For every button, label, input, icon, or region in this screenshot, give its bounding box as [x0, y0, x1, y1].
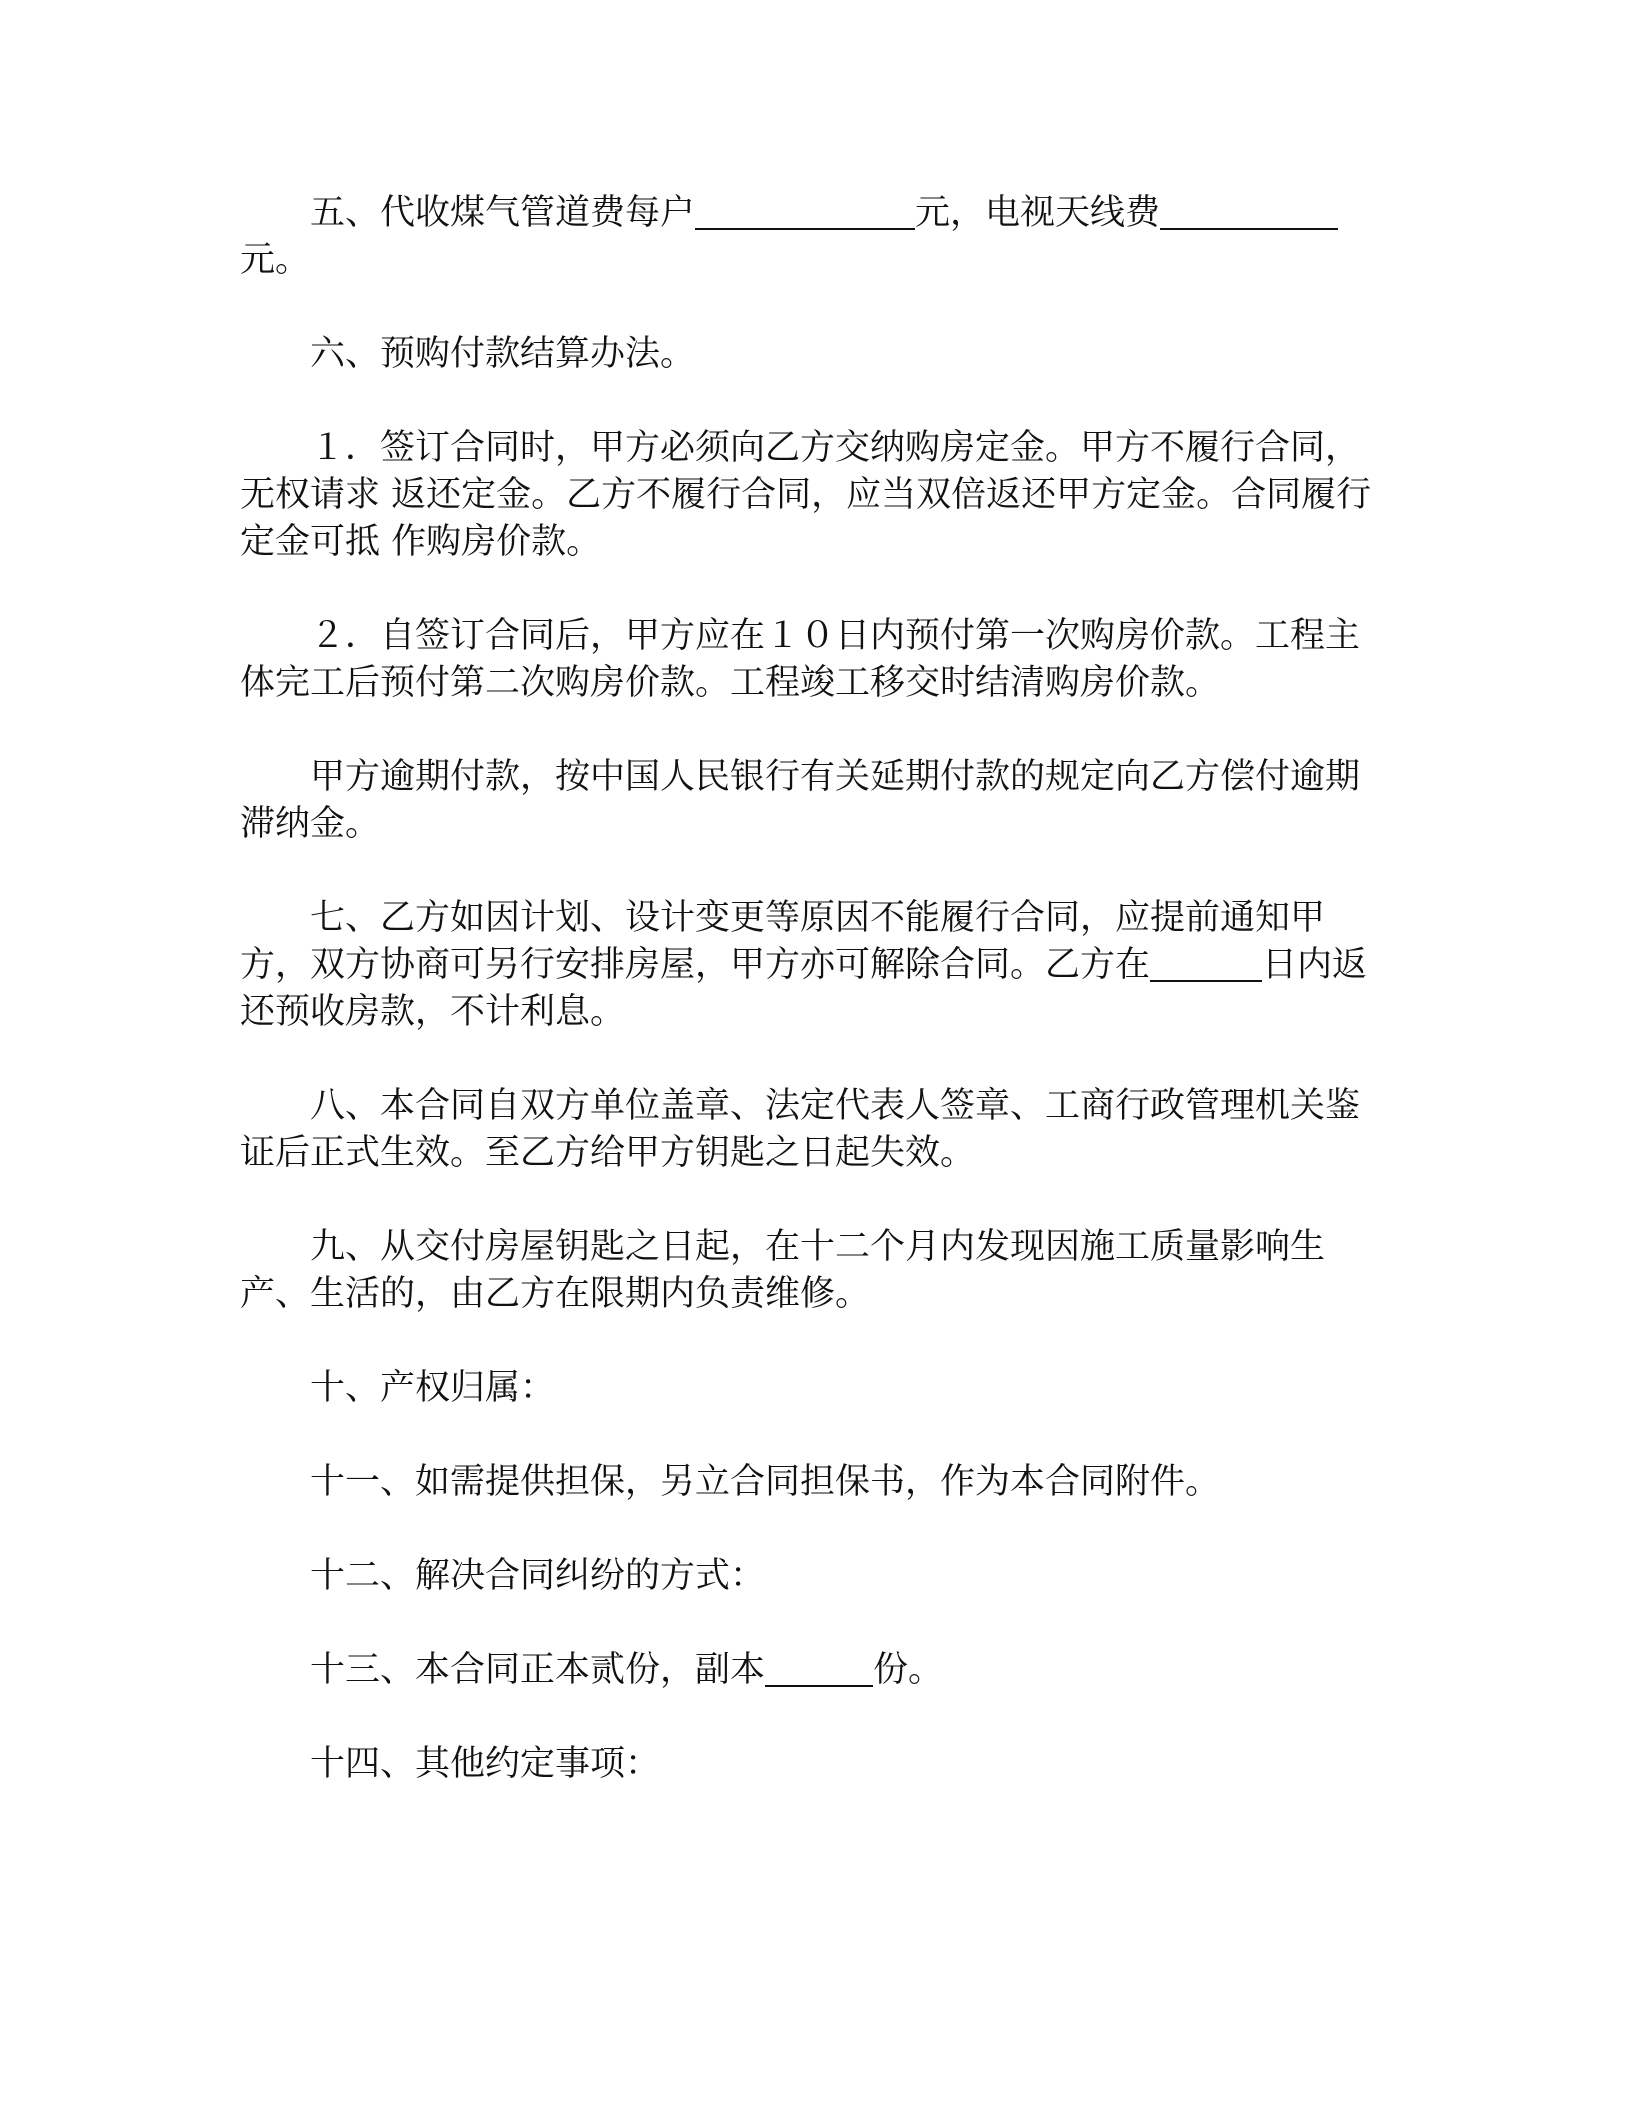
clause-11: 十一、如需提供担保，另立合同担保书，作为本合同附件。 — [310, 1462, 1221, 1502]
copies-blank — [765, 1649, 873, 1687]
clause-8: 八、本合同自双方单位盖章、法定代表人签章、工商行政管理机关鉴证后正式生效。至乙方给甲方钥匙之日起失效。 — [240, 1086, 1361, 1173]
clause-12: 十二、解决合同纠纷的方式： — [310, 1556, 766, 1596]
refund-days-blank — [1150, 944, 1262, 982]
clause-7-text-start: 七、乙方如因计划、设计变更等原因不能履行合同，应提前通知甲方，双方协商可另行安排房屋，甲方亦可解除合同。乙方在 — [240, 898, 1326, 985]
tv-fee-blank — [1160, 192, 1338, 230]
clause-6-1: １．签订合同时，甲方必须向乙方交纳购房定金。甲方不履行合同，无权请求 返还定金。乙方不履行合同，应当双倍返还甲方定金。合同履行定金可抵 作购房价款。 — [240, 428, 1372, 562]
clause-5-text-end: 元。 — [240, 240, 311, 280]
clause-13 — [240, 1647, 1380, 1694]
contract-body — [240, 190, 1380, 1835]
clause-10: 十、产权归属： — [310, 1368, 556, 1408]
clause-5-text-start: 五、代收煤气管道费每户 — [310, 193, 696, 233]
clause-5 — [240, 190, 1380, 284]
clause-6-late-payment: 甲方逾期付款，按中国人民银行有关延期付款的规定向乙方偿付逾期滞纳金。 — [240, 757, 1361, 844]
clause-6-2: ２．自签订合同后，甲方应在１０日内预付第一次购房价款。工程主体完工后预付第二次购房价款。工程竣工移交时结清购房价款。 — [240, 616, 1361, 703]
clause-7 — [240, 895, 1380, 1036]
clause-13-text-end: 份。 — [873, 1650, 944, 1690]
clause-5-text-middle: 元，电视天线费 — [915, 193, 1161, 233]
clause-6: 六、预购付款结算办法。 — [310, 334, 696, 374]
gas-fee-blank — [695, 192, 915, 230]
clause-7-text-end: 日内返还预收房款，不计利息。 — [240, 945, 1368, 1032]
clause-14: 十四、其他约定事项： — [310, 1744, 661, 1784]
clause-13-text-start: 十三、本合同正本贰份，副本 — [310, 1650, 766, 1690]
clause-9: 九、从交付房屋钥匙之日起，在十二个月内发现因施工质量影响生产、生活的，由乙方在限期内负责维修。 — [240, 1227, 1326, 1314]
